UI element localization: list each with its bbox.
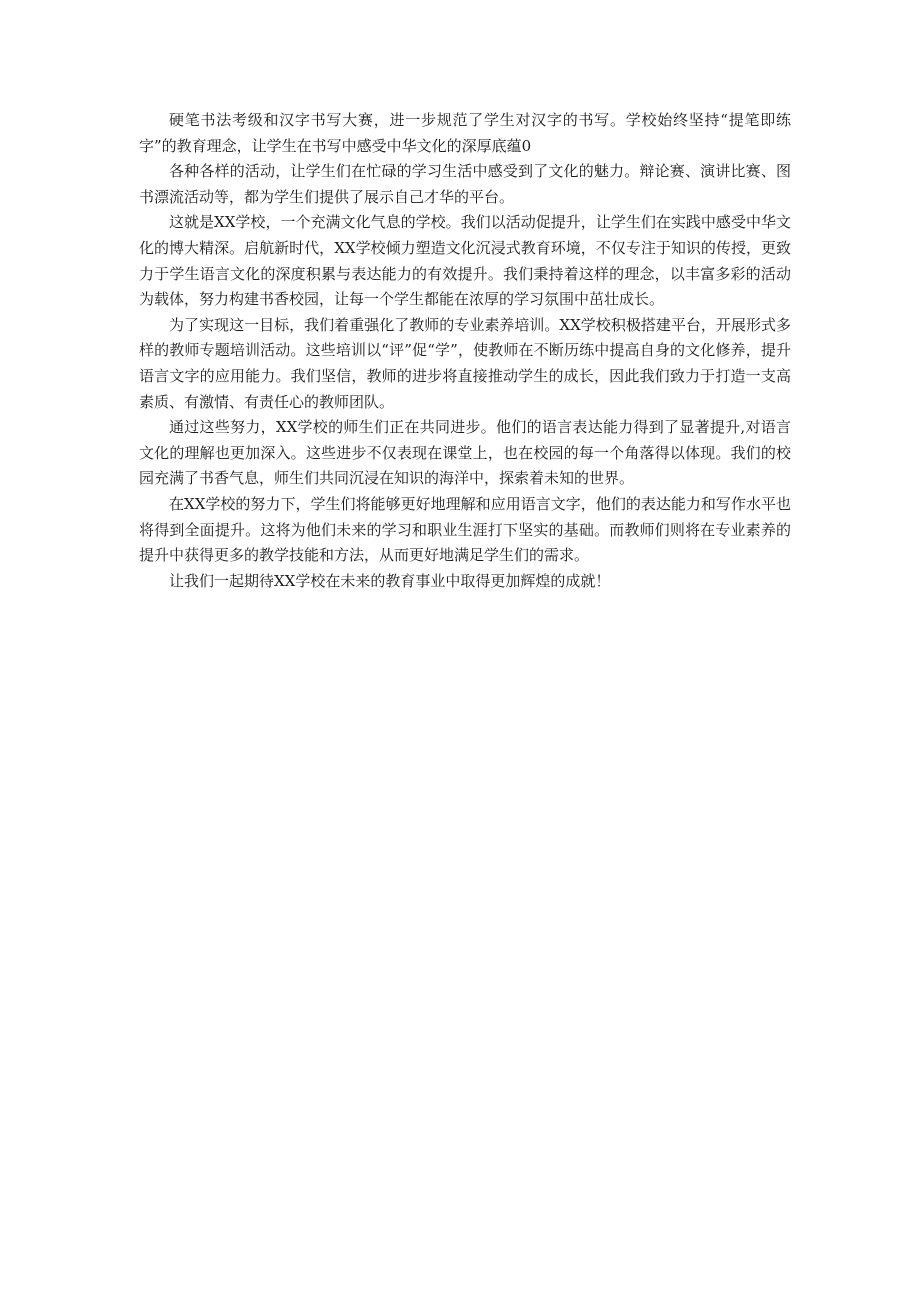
paragraph-2: 各种各样的活动，让学生们在忙碌的学习生活中感受到了文化的魅力。辩论赛、演讲比赛、图书漂流活动等，都为学生们提供了展示自己才华的平台。 [139, 162, 791, 206]
paragraph-5: 通过这些努力，XX学校的师生们正在共同进步。他们的语言表达能力得到了显著提升,对语言文化的理解也更加深入。这些进步不仅表现在课堂上，也在校园的每一个角落得以体现。我们的校园充满了书香气息，师生们共同沉浸在知识的海洋中，探索着未知的世界。 [139, 418, 791, 488]
paragraph-1: 硬笔书法考级和汉字书写大赛，进一步规范了学生对汉字的书写。学校始终坚持“提笔即练字”的教育理念，让学生在书写中感受中华文化的深厚底蕴0 [139, 111, 791, 155]
paragraph-4: 为了实现这一目标，我们着重强化了教师的专业素养培训。XX学校积极搭建平台，开展形式多样的教师专题培训活动。这些培训以“评”促“学”，使教师在不断历练中提高自身的文化修养，提升语言文字的应用能力。我们坚信，教师的进步将直接推动学生的成长，因此我们致力于打造一支高素质、有激情、有责任心的教师团队。 [139, 315, 791, 411]
paragraph-6: 在XX学校的努力下，学生们将能够更好地理解和应用语言文字，他们的表达能力和写作水平也将得到全面提升。这将为他们未来的学习和职业生涯打下坚实的基础。而教师们则将在专业素养的提升中获得更多的教学技能和方法，从而更好地满足学生们的需求。 [139, 494, 791, 565]
paragraph-7: 让我们一起期待XX学校在未来的教育事业中取得更加辉煌的成就！ [169, 571, 611, 590]
document-body [139, 108, 791, 594]
paragraph-3: 这就是XX学校，一个充满文化气息的学校。我们以活动促提升，让学生们在实践中感受中华文化的博大精深。启航新时代，XX学校倾力塑造文化沉浸式教育环境，不仅专注于知识的传授，更致力于学生语言文化的深度积累与表达能力的有效提升。我们秉持着这样的理念，以丰富多彩的活动为载体，努力构建书香校园，让每一个学生都能在浓厚的学习氛围中茁壮成长。 [139, 213, 791, 309]
